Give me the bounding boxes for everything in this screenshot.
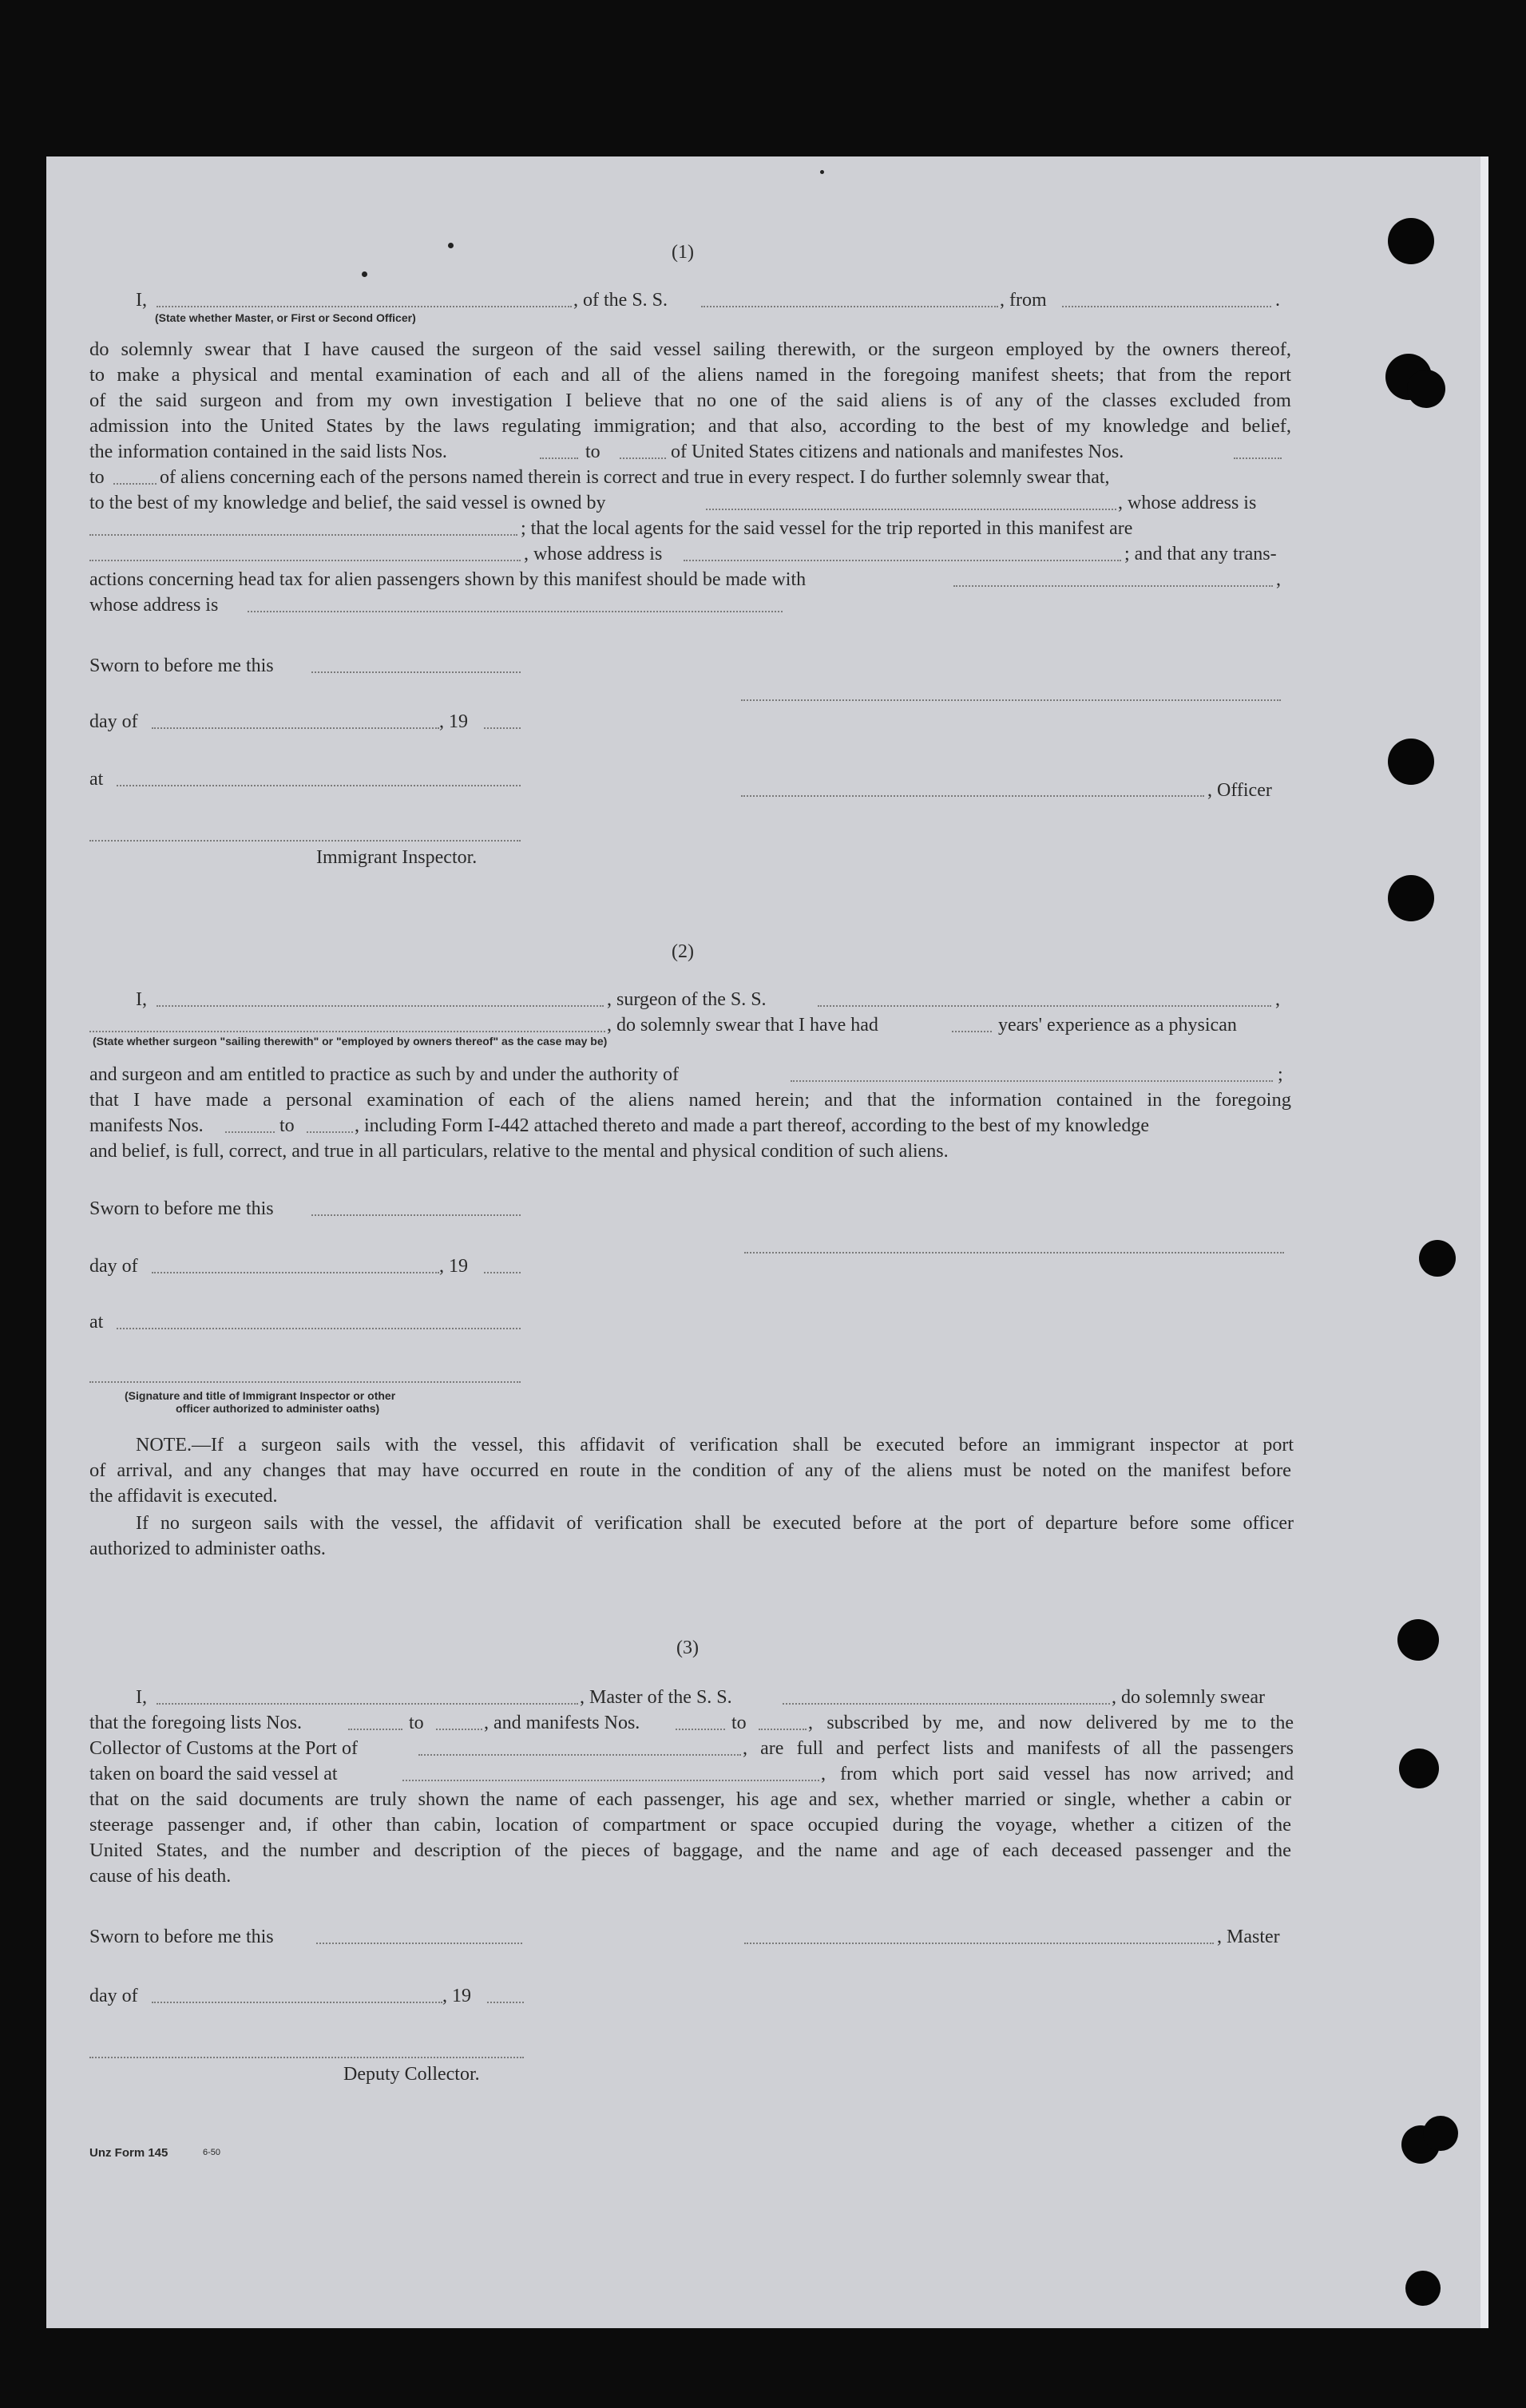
s2-i: I, xyxy=(136,989,147,1010)
s3-to-2: to xyxy=(731,1713,747,1733)
authority-blank[interactable] xyxy=(791,1080,1273,1082)
s2-comma: , xyxy=(1275,989,1280,1010)
s3-line-7: United States, and the number and description of the pieces of baggage, and the name and age of each deceased passenger and the xyxy=(89,1840,1291,1861)
punch-hole xyxy=(1388,875,1434,921)
s1-day-blank[interactable] xyxy=(152,727,439,729)
s1-to: to xyxy=(89,467,105,488)
ink-speck xyxy=(362,271,367,277)
s2-signature-blank[interactable] xyxy=(744,1252,1284,1254)
ink-speck xyxy=(820,170,824,174)
s2-l5-a: manifests Nos. xyxy=(89,1115,204,1136)
s2-at-blank[interactable] xyxy=(117,1328,521,1329)
s3-day-blank[interactable] xyxy=(152,2002,442,2003)
s2-line-6: and belief, is full, correct, and true in all particulars, relative to the mental and physical condition of such aliens. xyxy=(89,1141,949,1162)
s3-l4-a: taken on board the said vessel at xyxy=(89,1764,338,1784)
s2-sworn-blank[interactable] xyxy=(311,1214,521,1216)
head-tax-blank[interactable] xyxy=(953,585,1273,587)
section-3-number: (3) xyxy=(676,1638,699,1658)
punch-hole xyxy=(1399,1749,1439,1788)
s1-line-2: to make a physical and mental examination of each and all of the aliens named in the foregoing manifest sheets; that from the report xyxy=(89,364,1291,386)
manifests-to-blank[interactable] xyxy=(113,483,157,485)
lists-from-blank[interactable] xyxy=(540,457,578,459)
form-number: Unz Form 145 xyxy=(89,2146,168,2160)
s1-info-to: to xyxy=(585,442,600,462)
s3-collector: Deputy Collector. xyxy=(343,2064,480,2085)
s2-l2-b: years' experience as a physican xyxy=(998,1015,1237,1036)
s1-period: . xyxy=(1275,290,1280,311)
boarding-port-blank[interactable] xyxy=(402,1780,819,1781)
s1-of-ss: , of the S. S. xyxy=(573,290,668,311)
punch-hole xyxy=(1388,739,1434,785)
punch-hole xyxy=(1423,2116,1458,2151)
s2-l3-a: and surgeon and am entitled to practice as such by and under the authority of xyxy=(89,1064,679,1085)
s1-line-3: of the said surgeon and from my own investigation I believe that no one of the said aliens is of any of the classes excluded from xyxy=(89,390,1291,411)
note2-line-2: authorized to administer oaths. xyxy=(89,1539,326,1559)
s2-to: to xyxy=(279,1115,295,1136)
s3-l2-b: , and manifests Nos. xyxy=(484,1713,640,1733)
section-1-number: (1) xyxy=(672,242,694,263)
s1-dayof: day of xyxy=(89,711,138,732)
port-blank[interactable] xyxy=(418,1754,741,1756)
s3-master: , Master xyxy=(1217,1927,1280,1947)
s2-line-4: that I have made a personal examination of each of the aliens named herein; and that the information contained in the foregoing xyxy=(89,1089,1291,1111)
s3-l2-a: that the foregoing lists Nos. xyxy=(89,1713,302,1733)
officer-name-blank[interactable] xyxy=(157,306,572,307)
s2-day-blank[interactable] xyxy=(152,1272,439,1273)
s1-officer-blank[interactable] xyxy=(741,795,1204,797)
years-blank[interactable] xyxy=(952,1031,992,1032)
s3-to-1: to xyxy=(409,1713,424,1733)
s1-info-a: the information contained in the said lists Nos. xyxy=(89,442,447,462)
s2-state-note: (State whether surgeon "sailing therewith" or "employed by owners thereof" as the case may be) xyxy=(93,1035,608,1048)
s1-signature-blank[interactable] xyxy=(741,699,1281,701)
lists-to-blank[interactable] xyxy=(620,457,666,459)
s1-line-1: do solemnly swear that I have caused the surgeon of the said vessel sailing therewith, or the surgeon employed by the owners thereof, xyxy=(89,339,1291,360)
s1-officer: , Officer xyxy=(1207,780,1272,801)
surgeon-status-blank[interactable] xyxy=(89,1031,605,1032)
s2-manifest-to-blank[interactable] xyxy=(307,1131,353,1133)
s1-to-b: of aliens concerning each of the persons named therein is correct and true in every respect. I do further solemnly swear that, xyxy=(160,467,1110,488)
s1-whose-b: ; and that any trans- xyxy=(1124,544,1277,564)
owner-blank[interactable] xyxy=(706,509,1116,510)
s3-lists-from-blank[interactable] xyxy=(348,1729,402,1730)
s3-lists-to-blank[interactable] xyxy=(436,1729,482,1730)
s2-year-blank[interactable] xyxy=(484,1272,521,1273)
s2-inspector-blank[interactable] xyxy=(89,1381,521,1383)
agents-blank[interactable] xyxy=(89,560,521,561)
punch-hole xyxy=(1388,218,1434,264)
from-port-blank[interactable] xyxy=(1062,306,1271,307)
s2-vessel-blank[interactable] xyxy=(818,1005,1271,1007)
master-name-blank[interactable] xyxy=(157,1703,578,1705)
s2-semicolon: ; xyxy=(1278,1064,1283,1085)
s1-state-note: (State whether Master, or First or Second Officer) xyxy=(155,311,416,324)
s1-sworn-blank[interactable] xyxy=(311,671,521,673)
s1-actions-comma: , xyxy=(1276,569,1281,590)
note-line-2: of arrival, and any changes that may have occurred en route in the condition of any of the aliens must be noted on the manifest before xyxy=(89,1459,1291,1481)
s1-inspector-blank[interactable] xyxy=(89,840,521,842)
form-code: 6-50 xyxy=(203,2148,221,2157)
s2-l2-a: , do solemnly swear that I have had xyxy=(607,1015,878,1036)
note-line-3: the affidavit is executed. xyxy=(89,1486,278,1507)
s1-actions-a: actions concerning head tax for alien passengers shown by this manifest should be made with xyxy=(89,569,807,590)
s2-sworn: Sworn to before me this xyxy=(89,1198,274,1219)
s3-line-6: steerage passenger and, if other than cabin, location of compartment or space occupied during the voyage, whether a citizen of the xyxy=(89,1814,1291,1836)
s1-19: , 19 xyxy=(439,711,468,732)
manifests-from-blank[interactable] xyxy=(1234,457,1282,459)
s3-vessel-blank[interactable] xyxy=(783,1703,1110,1705)
s3-manifests-to-blank[interactable] xyxy=(759,1729,807,1730)
s3-l3-b: , are full and perfect lists and manifests of all the passengers xyxy=(743,1738,1294,1759)
s2-l5-b: , including Form I-442 attached thereto and made a part thereof, according to the best of my knowledge xyxy=(355,1115,1150,1136)
s2-surgeon-ss: , surgeon of the S. S. xyxy=(607,989,767,1010)
s1-whose-a: , whose address is xyxy=(524,544,663,564)
s3-last: cause of his death. xyxy=(89,1866,232,1887)
s3-sworn-blank[interactable] xyxy=(316,1943,522,1944)
s1-inspector: Immigrant Inspector. xyxy=(316,847,478,868)
punch-hole xyxy=(1419,1240,1456,1277)
s3-l3-a: Collector of Customs at the Port of xyxy=(89,1738,358,1759)
s3-dayof: day of xyxy=(89,1986,138,2006)
section-2-number: (2) xyxy=(672,941,694,962)
s3-swear: , do solemnly swear xyxy=(1112,1687,1265,1708)
s1-owned-a: to the best of my knowledge and belief, the said vessel is owned by xyxy=(89,493,606,513)
s2-sig-note-2: officer authorized to administer oaths) xyxy=(176,1402,380,1415)
s3-collector-blank[interactable] xyxy=(89,2057,524,2058)
s1-info-b: of United States citizens and nationals and manifestes Nos. xyxy=(671,442,1124,462)
surgeon-name-blank[interactable] xyxy=(157,1005,604,1007)
s3-manifests-from-blank[interactable] xyxy=(676,1729,725,1730)
agents-address-blank[interactable] xyxy=(684,560,1121,561)
s3-signature-blank[interactable] xyxy=(744,1943,1214,1944)
s3-i: I, xyxy=(136,1687,147,1708)
s1-last: whose address is xyxy=(89,595,219,616)
s2-manifest-from-blank[interactable] xyxy=(225,1131,275,1133)
s1-owned-b: , whose address is xyxy=(1118,493,1257,513)
s3-year-blank[interactable] xyxy=(487,2002,524,2003)
owner-address-blank[interactable] xyxy=(89,534,517,536)
punch-hole xyxy=(1405,2271,1441,2306)
s2-at: at xyxy=(89,1312,104,1333)
s1-from: , from xyxy=(1000,290,1047,311)
s2-dayof: day of xyxy=(89,1256,138,1277)
s3-19: , 19 xyxy=(442,1986,471,2006)
s1-year-blank[interactable] xyxy=(484,727,521,729)
s3-l2-c: , subscribed by me, and now delivered by me to the xyxy=(808,1713,1294,1733)
s1-i: I, xyxy=(136,290,147,311)
s3-sworn: Sworn to before me this xyxy=(89,1927,274,1947)
s1-agents: ; that the local agents for the said vessel for the trip reported in this manifest are xyxy=(521,518,1133,539)
note-line-1: NOTE.—If a surgeon sails with the vessel, this affidavit of verification shall be executed before an immigrant inspector at port xyxy=(136,1435,1294,1455)
s2-19: , 19 xyxy=(439,1256,468,1277)
punch-hole xyxy=(1407,370,1445,408)
s3-line-5: that on the said documents are truly shown the name of each passenger, his age and sex, whether married or single, whether a cabin or xyxy=(89,1788,1291,1810)
s3-master-ss: , Master of the S. S. xyxy=(580,1687,732,1708)
s1-line-4: admission into the United States by the laws regulating immigration; and that also, according to the best of my knowledge and belief, xyxy=(89,415,1291,437)
punch-hole xyxy=(1397,1619,1439,1661)
vessel-name-blank[interactable] xyxy=(701,306,998,307)
s3-l4-b: , from which port said vessel has now arrived; and xyxy=(821,1764,1294,1784)
s1-at-blank[interactable] xyxy=(117,785,521,786)
note2-line-1: If no surgeon sails with the vessel, the affidavit of verification shall be executed before at the port of departure before some officer xyxy=(136,1513,1294,1534)
s1-sworn: Sworn to before me this xyxy=(89,655,274,676)
s2-sig-note-1: (Signature and title of Immigrant Inspector or other xyxy=(125,1389,396,1402)
ink-speck xyxy=(448,243,454,248)
s1-at: at xyxy=(89,769,104,790)
head-tax-address-blank[interactable] xyxy=(248,611,783,612)
